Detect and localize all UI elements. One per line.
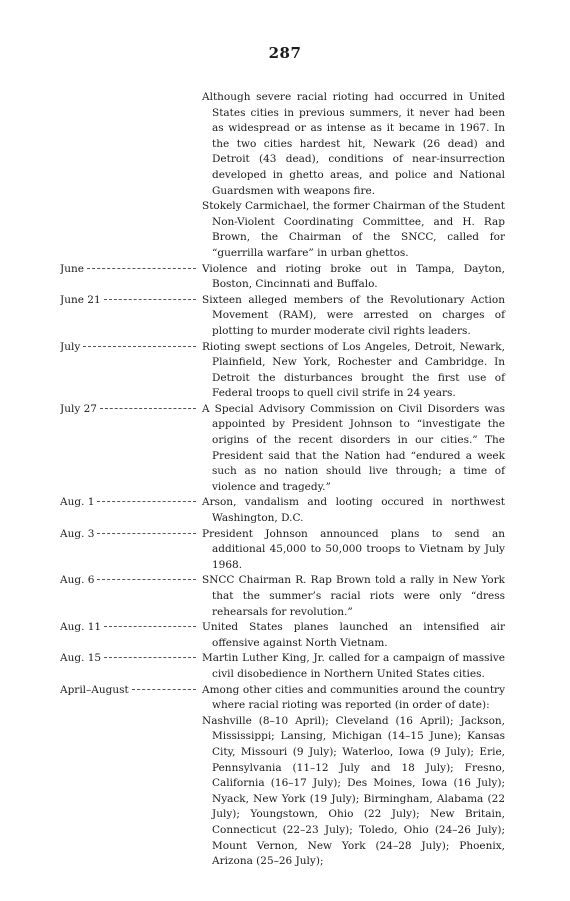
entry-date	[60, 620, 202, 636]
entry-text	[202, 90, 505, 262]
entry-date-label: June 21	[60, 293, 101, 306]
entry-text	[202, 495, 505, 526]
chronology-entry	[60, 683, 505, 870]
entry-date	[60, 340, 202, 356]
entry-date-label: Aug. 11	[60, 621, 102, 634]
entry-text	[202, 527, 505, 574]
chronology-entry	[60, 527, 505, 574]
chronology-entry	[60, 495, 505, 526]
entry-paragraph: Although severe racial rioting had occurred in United States cities in previous summers, it never had been as widespread or as intense as it became in 1967. In the two cities hardest hit, Newark (26 dead) and Detroit (43 dead), conditions of near-insurrection developed in ghetto areas, and police and National Guardsmen with weapons fire.	[202, 91, 505, 197]
entry-paragraph: Among other cities and communities around the country where racial rioting was reported (in order of date):	[202, 683, 505, 712]
chronology-entries	[60, 90, 505, 870]
entry-paragraph: Martin Luther King, Jr. called for a campaign of massive civil disobedience in Northern United States cities.	[202, 652, 505, 680]
entry-text	[202, 340, 505, 402]
chronology-entry	[60, 651, 505, 682]
entry-date	[60, 90, 202, 106]
dotted-leader	[104, 626, 196, 627]
chronology-entry	[60, 90, 505, 262]
entry-paragraph: Violence and rioting broke out in Tampa, Dayton, Boston, Cincinnati and Buffalo.	[202, 262, 505, 291]
entry-date	[60, 262, 202, 278]
entry-date	[60, 573, 202, 589]
entry-paragraph: Stokely Carmichael, the former Chairman of the Student Non-Violent Coordinating Committee, and H. Rap Brown, the Chairman of the SNCC, called for “guerrilla warfare” in urban ghettos.	[202, 200, 505, 259]
chronology-entry	[60, 402, 505, 496]
dotted-leader	[97, 533, 196, 534]
dotted-leader	[132, 689, 196, 690]
entry-date	[60, 495, 202, 511]
entry-date	[60, 527, 202, 543]
entry-text	[202, 262, 505, 293]
entry-date-label: July 27	[60, 402, 97, 415]
dotted-leader	[100, 408, 196, 409]
chronology-entry	[60, 293, 505, 340]
entry-date-label: April–August	[60, 683, 129, 696]
entry-paragraph: President Johnson announced plans to send an additional 45,000 to 50,000 troops to Vietnam by July 1968.	[202, 527, 505, 571]
entry-paragraph: Sixteen alleged members of the Revolutionary Action Movement (RAM), were arrested on charges of plotting to murder moderate civil rights leaders.	[202, 293, 505, 337]
chronology-entry	[60, 573, 505, 620]
page-number: 287	[268, 44, 302, 62]
dotted-leader	[104, 657, 196, 658]
entry-date-label: Aug. 15	[60, 652, 102, 665]
entry-date-label: Aug. 3	[60, 527, 95, 540]
entry-text	[202, 620, 505, 651]
entry-paragraph: SNCC Chairman R. Rap Brown told a rally in New York that the summer’s racial riots were only “dress rehearsals for revolution.”	[202, 574, 505, 618]
dotted-leader	[97, 501, 196, 502]
entry-paragraph: Arson, vandalism and looting occured in northwest Washington, D.C.	[202, 496, 505, 525]
dotted-leader	[87, 268, 196, 269]
entry-date-label: Aug. 6	[60, 574, 95, 587]
entry-date	[60, 651, 202, 667]
entry-text	[202, 683, 505, 870]
entry-paragraph: A Special Advisory Commission on Civil Disorders was appointed by President Johnson to “investigate the origins of the recent disorders in our cities.” The President said that the Nation had “endured a week such as no nation should live through; a time of violence and tragedy.”	[202, 402, 505, 493]
entry-date	[60, 293, 202, 309]
chronology-entry	[60, 620, 505, 651]
entry-paragraph: United States planes launched an intensified air offensive against North Vietnam.	[202, 621, 505, 649]
dotted-leader	[83, 346, 196, 347]
entry-text	[202, 573, 505, 620]
chronology-entry	[60, 340, 505, 402]
entry-date-label: July	[60, 340, 81, 353]
entry-paragraph: Nashville (8–10 April); Cleveland (16 April); Jackson, Mississippi; Lansing, Michigan (14–15 June); Kansas City, Missouri (9 July); Waterloo, Iowa (9 July); Erie, Pennsylvania (11–12 July and 18 July); Fresno, California (16–17 July); Des Moines, Iowa (16 July); Nyack, New York (19 July); Birmingham, Alabama (22 July); Youngstown, Ohio (22 July); New Britain, Connecticut (22–23 July); Toledo, Ohio (24–26 July); Mount Vernon, New York (24–28 July); Phoenix, Arizona (25–26 July);	[202, 714, 505, 868]
dotted-leader	[104, 299, 196, 300]
dotted-leader	[97, 579, 196, 580]
entry-date	[60, 402, 202, 418]
entry-date-label: Aug. 1	[60, 496, 95, 509]
entry-text	[202, 293, 505, 340]
entry-paragraph: Rioting swept sections of Los Angeles, Detroit, Newark, Plainfield, New York, Rochester and Cambridge. In Detroit the disturbances brought the first use of Federal troops to quell civil strife in 24 years.	[202, 340, 505, 400]
chronology-entry	[60, 262, 505, 293]
entry-text	[202, 651, 505, 682]
entry-date	[60, 683, 202, 699]
entry-date-label: June	[60, 262, 84, 275]
entry-text	[202, 402, 505, 496]
